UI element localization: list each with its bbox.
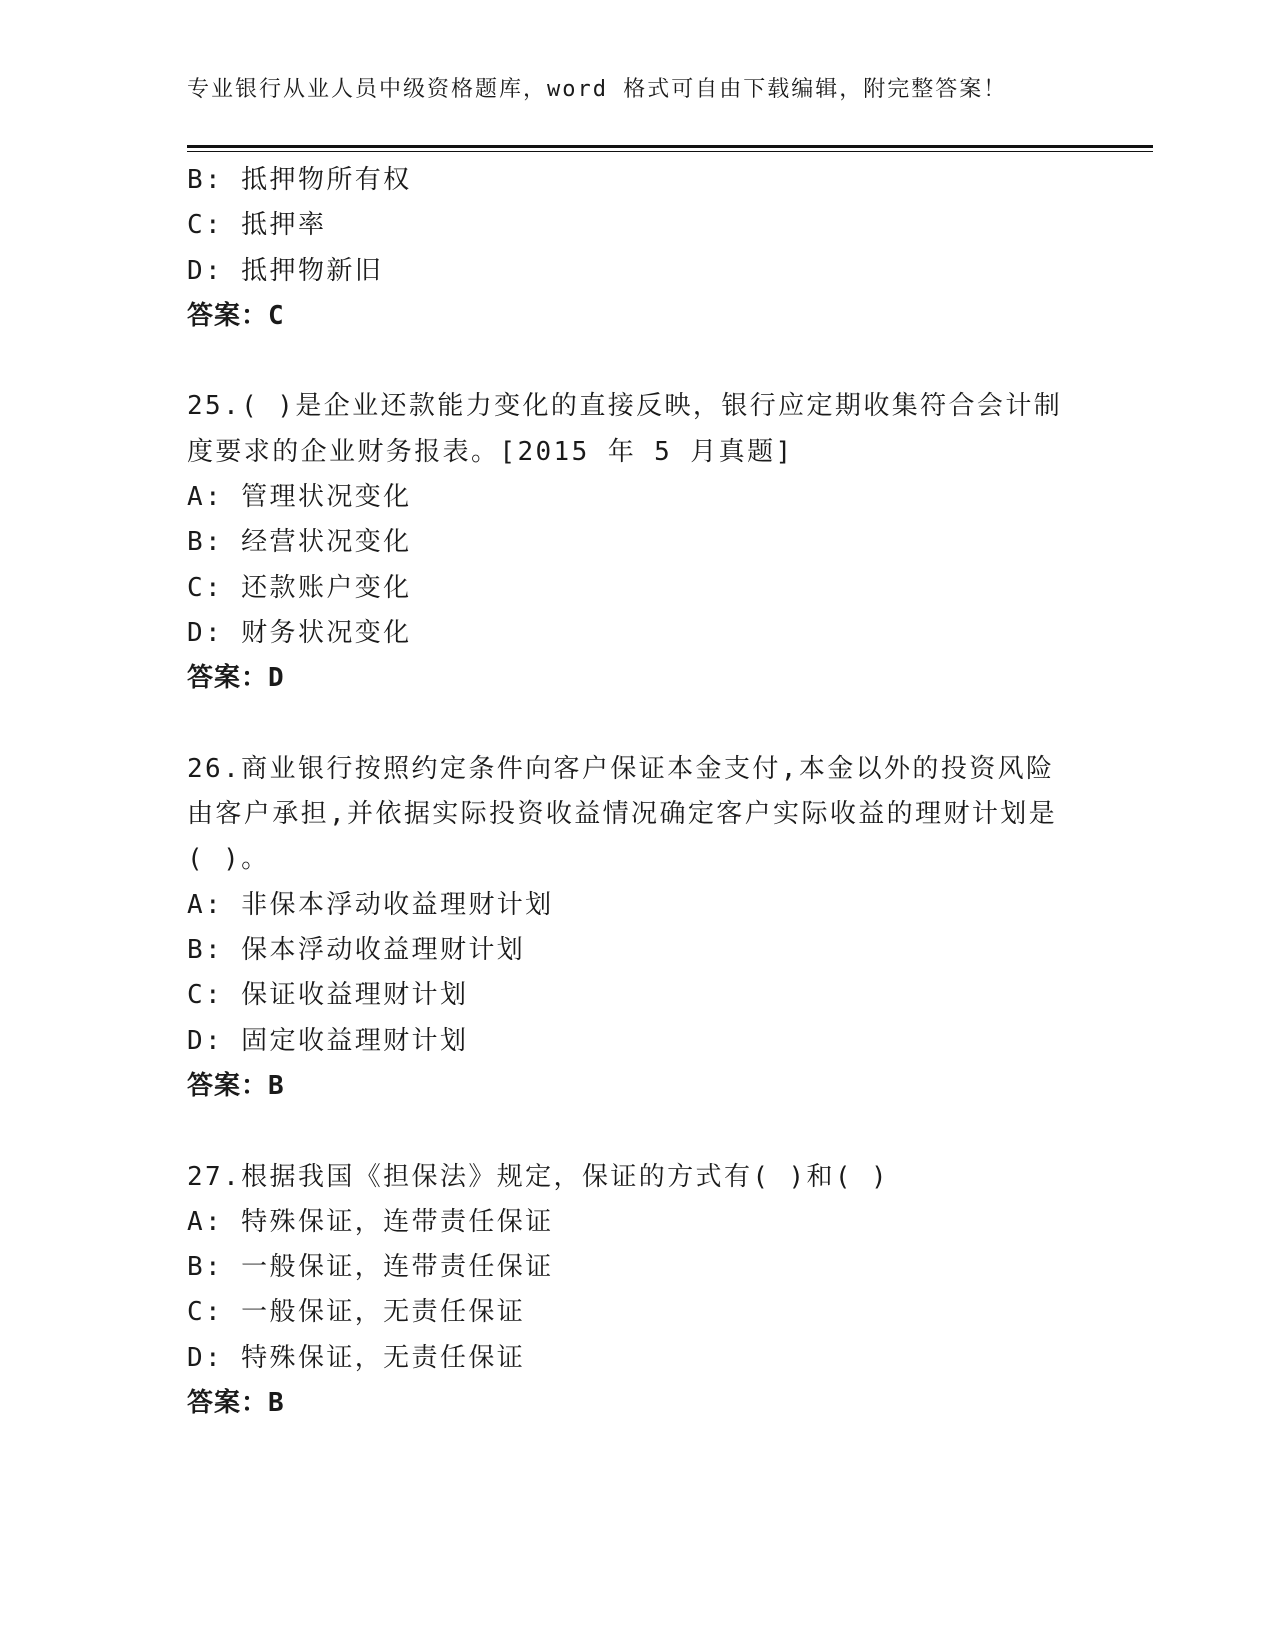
option-d: D: 固定收益理财计划 <box>187 1025 469 1056</box>
option-c: C: 保证收益理财计划 <box>187 980 469 1011</box>
answer: 答案：B <box>187 1070 285 1101</box>
option-b: B: 抵押物所有权 <box>187 165 412 195</box>
option-c: C: 抵押率 <box>187 210 327 241</box>
option-a: A: 管理状况变化 <box>187 482 412 513</box>
question-stem: 25.( )是企业还款能力变化的直接反映，银行应定期收集符合会计制 <box>187 391 1063 422</box>
question-27 <box>187 1155 1087 1427</box>
header-rule-thin <box>187 151 1153 152</box>
question-26 <box>187 747 1087 1109</box>
question-content <box>187 158 1087 1426</box>
option-d: D: 抵押物新旧 <box>187 255 384 286</box>
question-25 <box>187 384 1087 701</box>
option-a: A: 特殊保证，连带责任保证 <box>187 1206 554 1237</box>
option-b: B: 保本浮动收益理财计划 <box>187 935 526 966</box>
option-d: D: 财务状况变化 <box>187 617 412 648</box>
answer: 答案：D <box>187 663 285 694</box>
answer: 答案：B <box>187 1388 285 1419</box>
option-b: B: 一般保证，连带责任保证 <box>187 1252 554 1283</box>
option-c: C: 一般保证，无责任保证 <box>187 1297 526 1328</box>
question-stem: 度要求的企业财务报表。[2015 年 5 月真题] <box>187 436 794 467</box>
page-header: 专业银行从业人员中级资格题库，word 格式可自由下载编辑，附完整答案！ <box>187 77 1008 102</box>
option-c: C: 还款账户变化 <box>187 572 412 603</box>
option-d: D: 特殊保证，无责任保证 <box>187 1342 526 1373</box>
option-b: B: 经营状况变化 <box>187 527 412 558</box>
question-stem: 27.根据我国《担保法》规定，保证的方式有( )和( ) <box>187 1161 890 1192</box>
option-a: A: 非保本浮动收益理财计划 <box>187 889 554 920</box>
question-stem: 由客户承担,并依据实际投资收益情况确定客户实际收益的理财计划是 <box>187 799 1058 830</box>
question-stem: 26.商业银行按照约定条件向客户保证本金支付,本金以外的投资风险 <box>187 753 1055 784</box>
question-stem: ( )。 <box>187 844 270 875</box>
prev-question-tail <box>187 158 1087 339</box>
header-rule-thick <box>187 145 1153 148</box>
answer: 答案：C <box>187 300 285 331</box>
